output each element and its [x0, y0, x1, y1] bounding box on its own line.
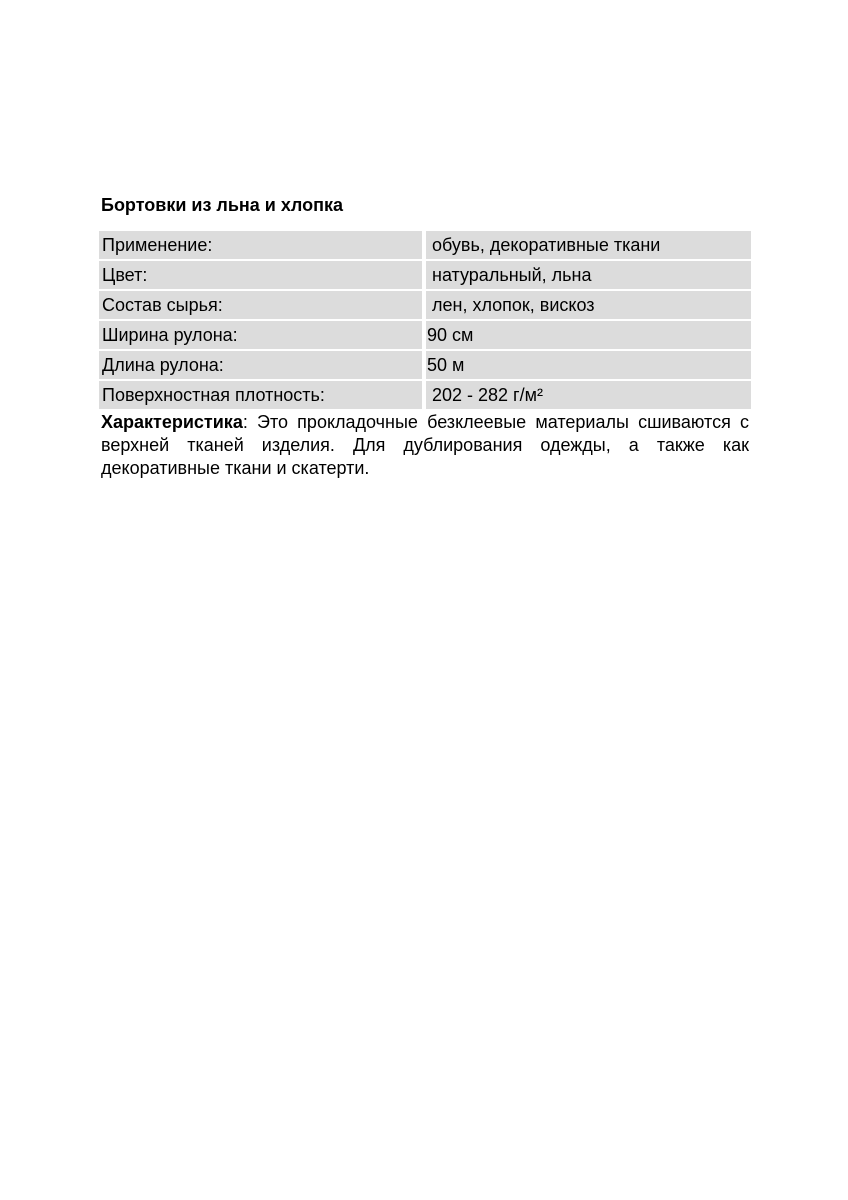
table-row: [99, 261, 751, 289]
spec-label-composition: Состав сырья:: [99, 291, 422, 319]
spec-label-application: Применение:: [99, 231, 422, 259]
spec-value-color: натуральный, льна: [426, 261, 751, 289]
spec-value-composition: лен, хлопок, вискоз: [426, 291, 751, 319]
spec-label-roll-length: Длина рулона:: [99, 351, 422, 379]
description-label: Характеристика: [101, 412, 243, 432]
description-separator: :: [242, 412, 248, 432]
spec-label-surface-density: Поверхностная плотность:: [99, 381, 422, 409]
document-page: [99, 193, 751, 480]
description-text: Это прокладочные безклеевые материалы сшиваются с верхней тканей изделия. Для дублирования одежды, а также как декоративные ткани и скатерти.: [101, 412, 749, 478]
spec-table: [99, 229, 751, 411]
document-title: Бортовки из льна и хлопка: [101, 195, 343, 215]
spec-value-roll-length: 50 м: [426, 351, 751, 379]
table-row: [99, 231, 751, 259]
spec-label-color: Цвет:: [99, 261, 422, 289]
table-row: [99, 291, 751, 319]
description-paragraph: [101, 411, 749, 480]
spec-value-application: обувь, декоративные ткани: [426, 231, 751, 259]
spec-label-roll-width: Ширина рулона:: [99, 321, 422, 349]
spec-value-roll-width: 90 см: [426, 321, 751, 349]
table-row: [99, 381, 751, 409]
table-row: [99, 351, 751, 379]
spec-value-surface-density: 202 - 282 г/м²: [426, 381, 751, 409]
table-row: [99, 321, 751, 349]
